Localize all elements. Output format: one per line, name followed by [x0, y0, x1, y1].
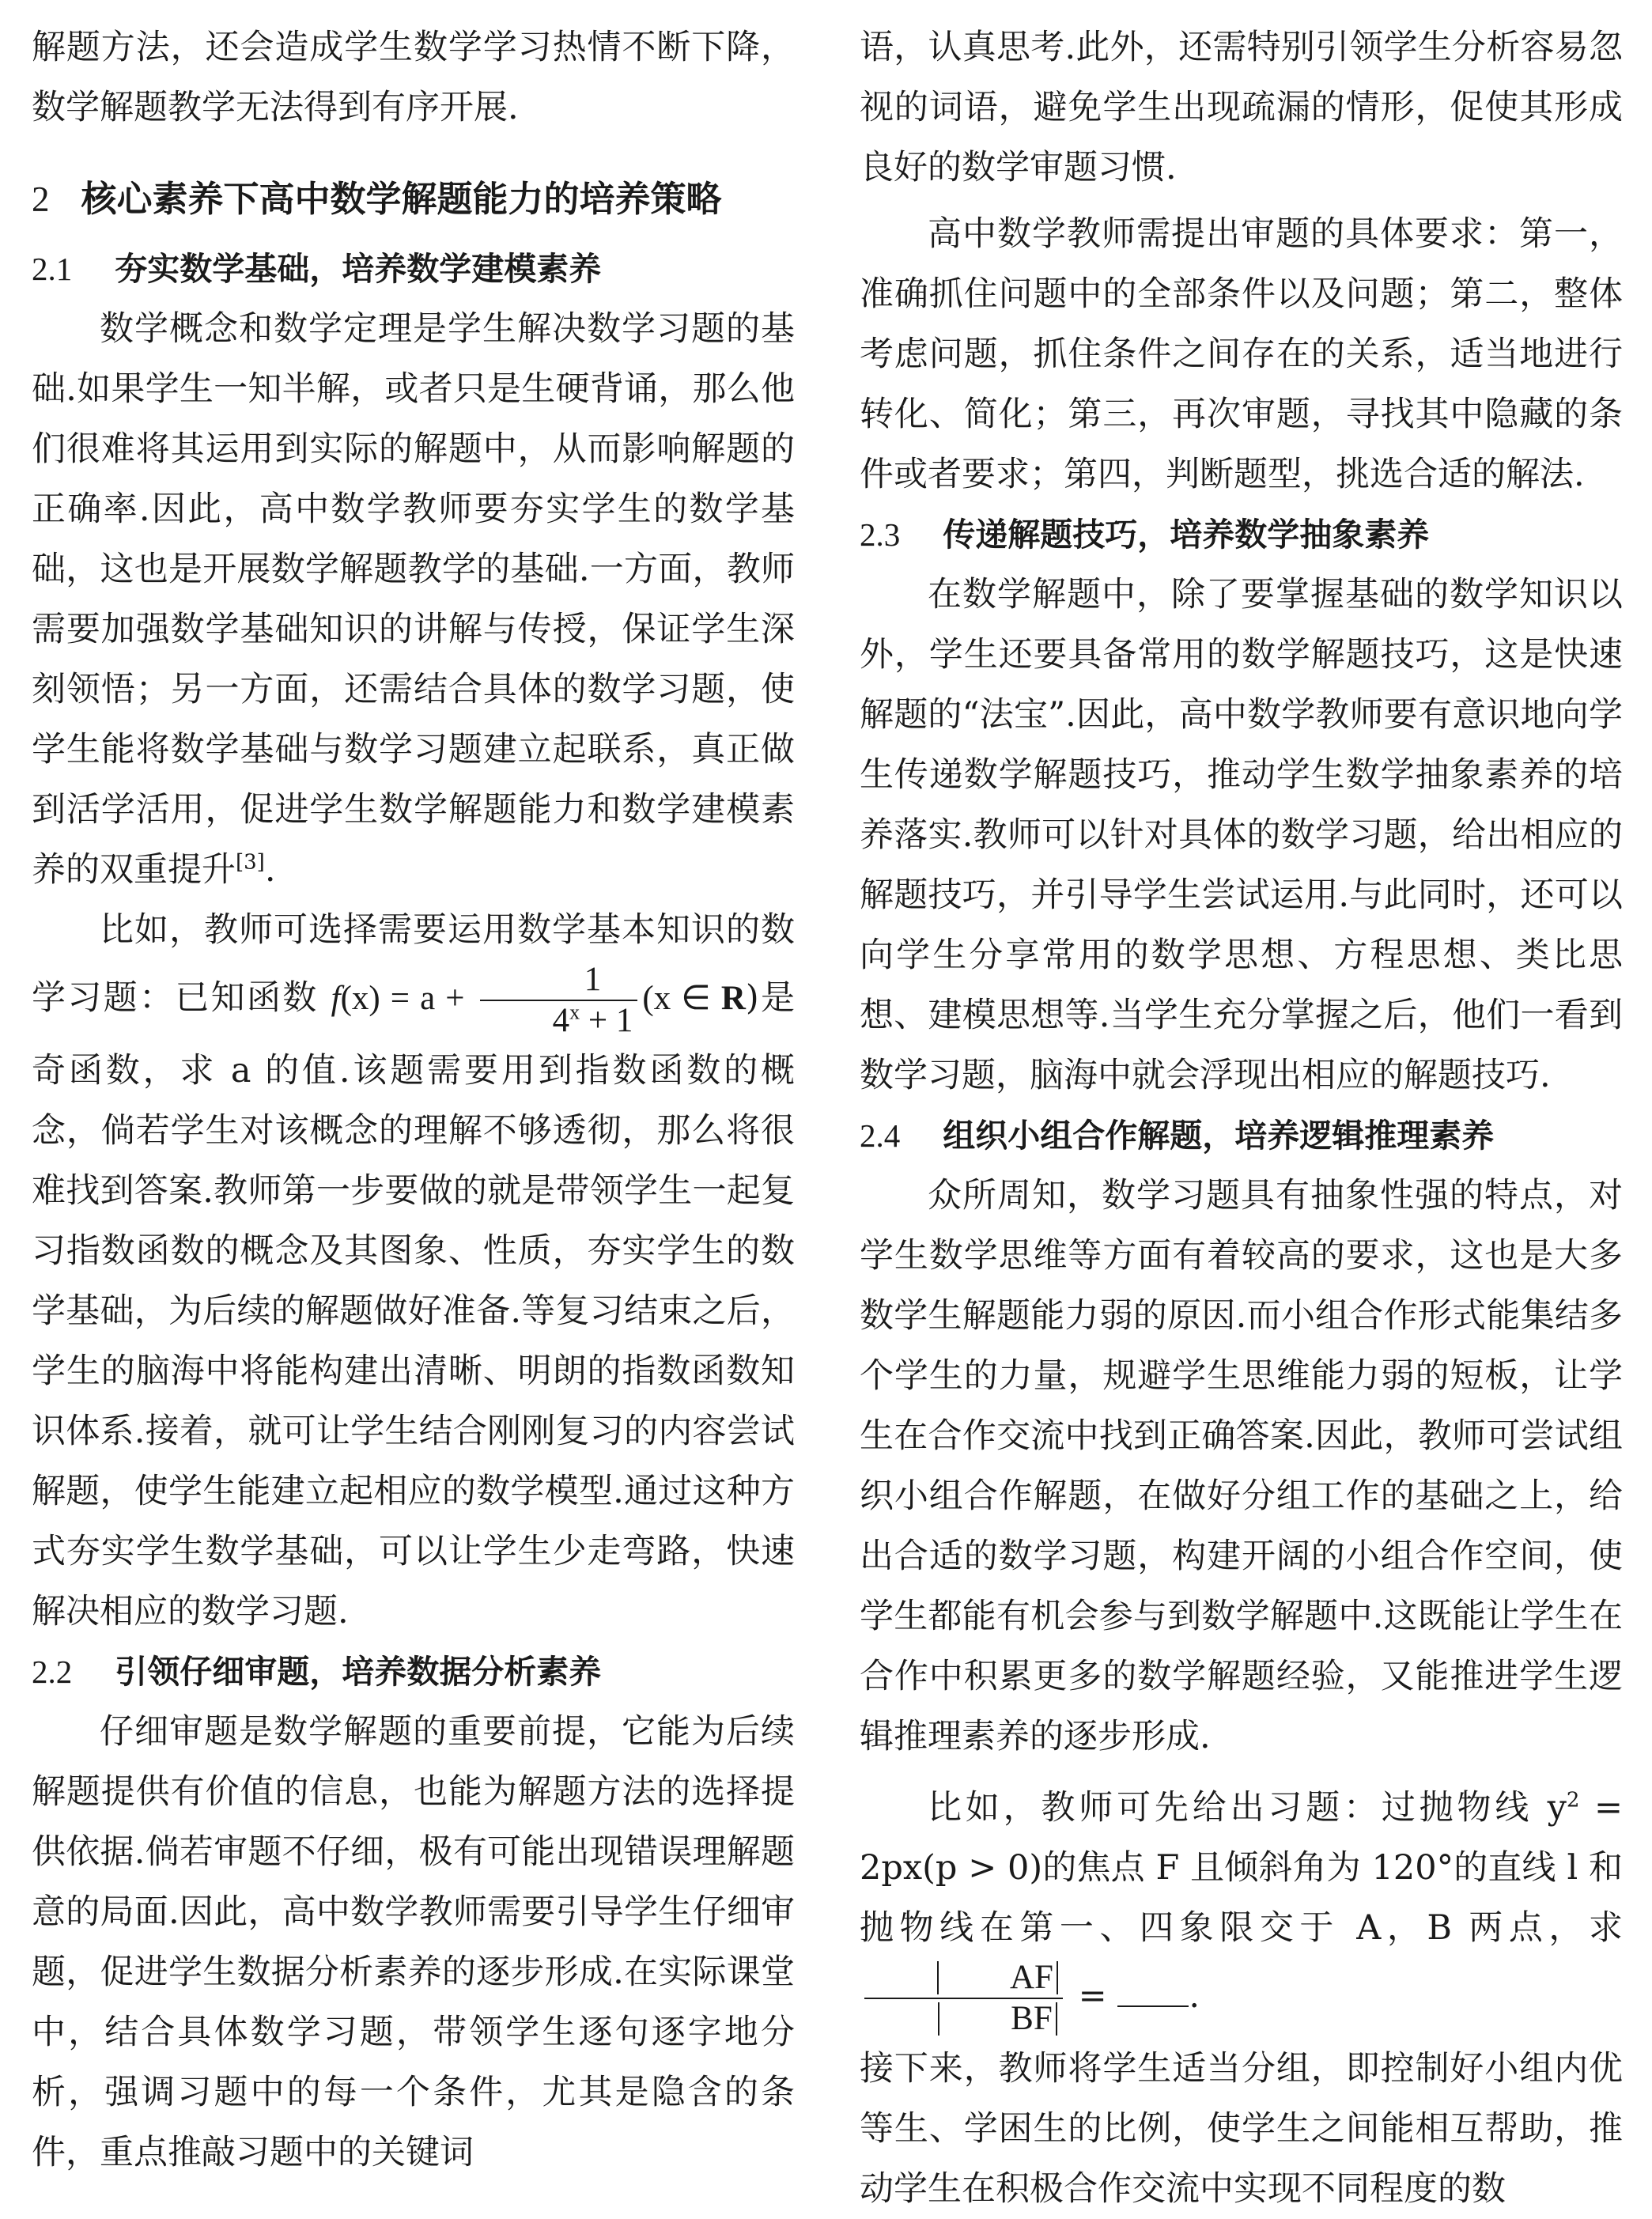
fraction — [480, 960, 638, 1041]
paragraph-text: 比如，教师可先给出习题：过抛物线 y — [928, 1788, 1567, 1828]
subsection-number: 2.2 — [32, 1654, 73, 1690]
section-heading — [32, 176, 795, 223]
paragraph: 解题方法，还会造成学生数学学习热情不断下降，数学解题教学无法得到有序开展. — [32, 28, 795, 127]
left-column — [32, 17, 795, 2183]
abs-af: AF — [937, 1961, 1058, 1994]
real-set-symbol: R — [720, 980, 746, 1017]
fraction-numerator: 1 — [584, 961, 602, 998]
abs-bf: BF — [938, 2002, 1057, 2036]
paragraph-with-formula — [860, 1778, 1623, 2039]
paragraph: 仔细审题是数学解题的重要前提，它能为后续解题提供有价值的信息，也能为解题方法的选择提供依据.倘若审题不仔细，极有可能出现错误理解题意的局面.因此，高中数学教师需要引导学生仔细审题，促进学生数据分析素养的逐步形成.在实际课堂中，结合具体数学习题，带领学生逐句逐字地分析，强调习题中的每一个条件，尤其是隐含的条件，重点推敲习题中的关键词 — [32, 1712, 795, 2172]
subsection-heading — [32, 1648, 795, 1695]
answer-blank — [1117, 1977, 1189, 2007]
section-title: 核心素养下高中数学解题能力的培养策略 — [81, 178, 722, 220]
fraction-denominator — [480, 1000, 638, 1041]
right-column — [860, 17, 1623, 2219]
subsection-heading — [860, 511, 1623, 558]
subsection-number: 2.3 — [860, 516, 901, 553]
denominator-exponent: x — [569, 1000, 580, 1024]
section-number: 2 — [32, 180, 50, 219]
square-exponent: 2 — [1566, 1788, 1580, 1813]
paragraph: 众所周知，数学习题具有抽象性强的特点，对学生数学思维等方面有着较高的要求，这也是大多数学生解题能力弱的原因.而小组合作形式能集结多个学生的力量，规避学生思维能力弱的短板，让学生在合作交流中找到正确答案.因此，教师可尝试组织小组合作解题，在做好分组工作的基础之上，给出合适的数学习题，构建开阔的小组合作空间，使学生都能有机会参与到数学解题中.这既能让学生在合作中积累更多的数学解题经验，又能推进学生逻辑推理素养的逐步形成. — [860, 1176, 1623, 1756]
paragraph-end: . — [1189, 1976, 1200, 2016]
subsection-title: 引领仔细审题，培养数据分析素养 — [115, 1653, 602, 1691]
subsection-number: 2.1 — [32, 251, 73, 287]
subsection-title: 传递解题技巧，培养数学抽象素养 — [943, 516, 1430, 554]
fraction — [864, 1958, 1063, 2039]
paragraph-text: = 2px(p > 0)的焦点 F 且倾斜角为 120°的直线 l 和抛物线在第一、四象限交于 A，B 两点，求 — [860, 1788, 1623, 1948]
paragraph — [32, 299, 795, 900]
fraction-numerator — [864, 1958, 1063, 1998]
paragraph-end: . — [264, 850, 276, 890]
paragraph: 语，认真思考.此外，还需特别引领学生分析容易忽视的词语，避免学生出现疏漏的情形，促使其形成良好的数学审题习惯. — [860, 28, 1623, 187]
formula-condition: (x ∈ — [642, 980, 721, 1017]
subsection-heading — [32, 245, 795, 293]
denominator-base: 4 — [552, 1002, 570, 1039]
paragraph-text: 数学概念和数学定理是学生解决数学习题的基础.如果学生一知半解，或者只是生硬背诵，那么他们很难将其运用到实际的解题中，从而影响解题的正确率.因此，高中数学教师要夯实学生的数学基础，这也是开展数学解题教学的基础.一方面，教师需要加强数学基础知识的讲解与传授，保证学生深刻领悟；另一方面，还需结合具体的数学习题，使学生能将数学基础与数学习题建立起联系，真正做到活学活用，促进学生数学解题能力和数学建模素养的双重提升 — [32, 309, 795, 890]
citation: [3] — [236, 850, 265, 875]
subsection-title: 夯实数学基础，培养数学建模素养 — [115, 250, 602, 288]
paragraph: 在数学解题中，除了要掌握基础的数学知识以外，学生还要具备常用的数学解题技巧，这是快速解题的“法宝”.因此，高中数学教师要有意识地向学生传递数学解题技巧，推动学生数学抽象素养的培养落实.教师可以针对具体的数学习题，给出相应的解题技巧，并引导学生尝试运用.与此同时，还可以向学生分享常用的数学思想、方程思想、类比思想、建模思想等.当学生充分掌握之后，他们一看到数学习题，脑海中就会浮现出相应的解题技巧. — [860, 575, 1623, 1095]
paragraph-text: 比如，教师可选择需要运用数学基本知识的数学习题：已知函数 — [32, 910, 795, 1018]
paragraph: 接下来，教师将学生适当分组，即控制好小组内优等生、学困生的比例，使学生之间能相互帮助，推动学生在积极合作交流中实现不同程度的数 — [860, 2049, 1623, 2209]
function-symbol: f — [331, 980, 341, 1017]
subsection-number: 2.4 — [860, 1117, 901, 1154]
paragraph-text: )是奇函数，求 a 的值.该题需要用到指数函数的概念，倘若学生对该概念的理解不够透彻，那么将很难找到答案.教师第一步要做的就是带领学生一起复习指数函数的概念及其图象、性质，夯实学生的数学基础，为后续的解题做好准备.等复习结束之后，学生的脑海中将能构建出清晰、明朗的指数函数知识体系.接着，就可让学生结合刚刚复习的内容尝试解题，使学生能建立起相应的数学模型.通过这种方式夯实学生数学基础，可以让学生少走弯路，快速解决相应的数学习题. — [32, 978, 795, 1631]
paragraph-with-formula — [32, 900, 795, 1642]
formula-part: (x) = a + — [340, 980, 475, 1017]
paragraph: 高中数学教师需提出审题的具体要求：第一，准确抓住问题中的全部条件以及问题；第二，整体考虑问题，抓住条件之间存在的关系，适当地进行转化、简化；第三，再次审题，寻找其中隐藏的条件或者要求；第四，判断题型，挑选合适的解法. — [860, 214, 1623, 494]
fraction-denominator — [864, 1998, 1063, 2039]
equals-sign: = — [1067, 1976, 1118, 2016]
subsection-title: 组织小组合作解题，培养逻辑推理素养 — [943, 1117, 1495, 1155]
denominator-rest: + 1 — [580, 1002, 633, 1039]
subsection-heading — [860, 1112, 1623, 1159]
